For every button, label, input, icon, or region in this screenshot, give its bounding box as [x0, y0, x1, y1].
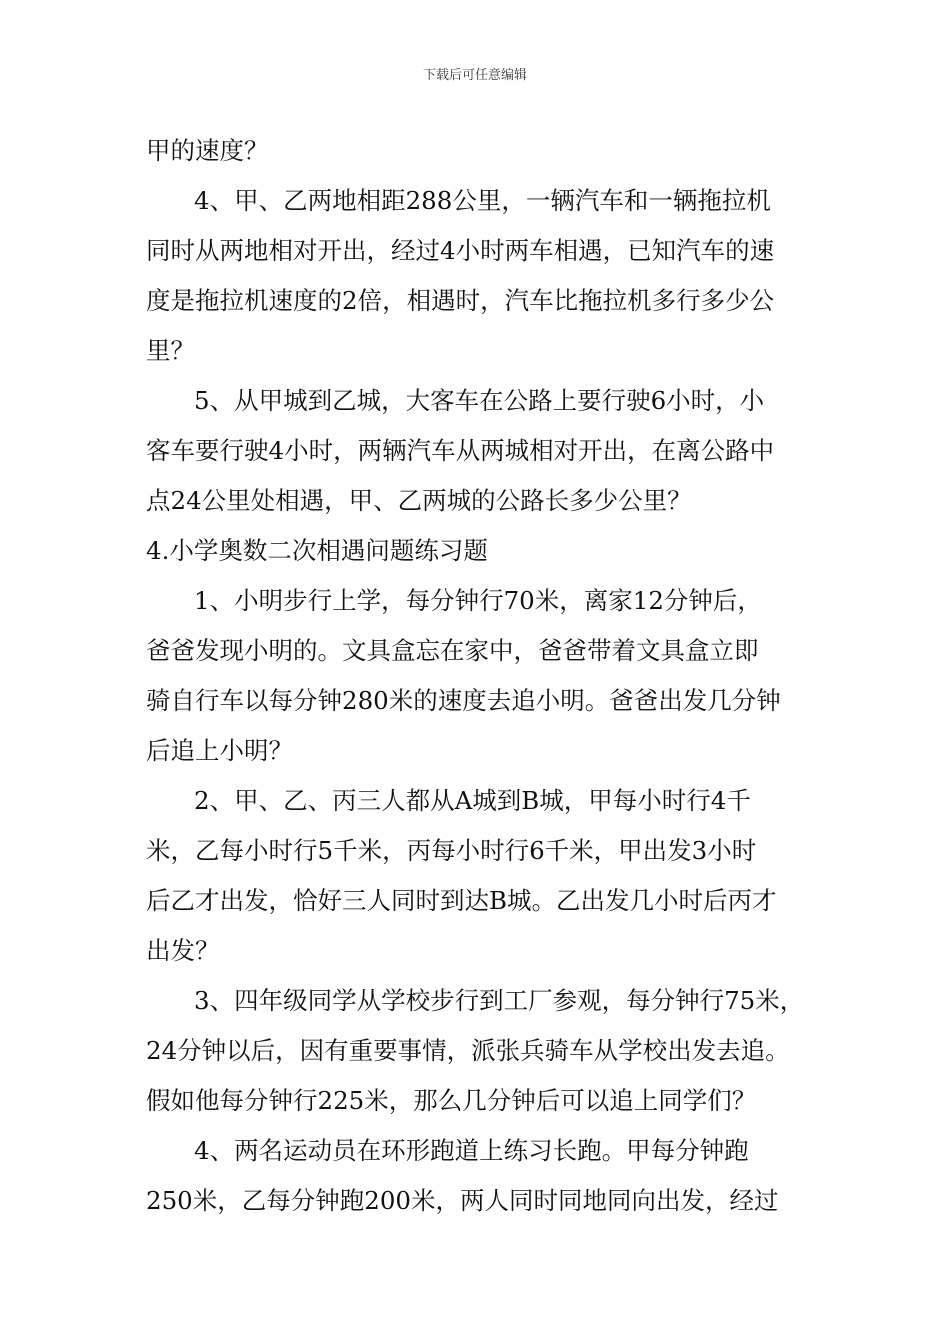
text-line: 骑自行车以每分钟280米的速度去追小明。爸爸出发几分钟	[146, 686, 781, 715]
text-line: 甲的速度？	[146, 136, 269, 165]
text-line: 250米，乙每分钟跑200米，两人同时同地同向出发，经过	[146, 1186, 779, 1215]
text-line: 后追上小明？	[146, 736, 293, 765]
text-line: 假如他每分钟行225米，那么几分钟后可以追上同学们？	[146, 1086, 757, 1115]
text-line: 度是拖拉机速度的2倍，相遇时，汽车比拖拉机多行多少公	[146, 286, 775, 315]
section-heading: 4.小学奥数二次相遇问题练习题	[146, 536, 488, 565]
document-body	[146, 126, 811, 1226]
text-line: 4、两名运动员在环形跑道上练习长跑。甲每分钟跑	[194, 1136, 749, 1165]
text-line: 24分钟以后，因有重要事情，派张兵骑车从学校出发去追。	[146, 1036, 790, 1065]
text-line: 点24公里处相遇，甲、乙两城的公路长多少公里？	[146, 486, 692, 515]
text-line: 1、小明步行上学，每分钟行70米，离家12分钟后，	[194, 586, 762, 615]
text-line: 同时从两地相对开出，经过4小时两车相遇，已知汽车的速	[146, 236, 775, 265]
page-header-note: 下载后可任意编辑	[422, 68, 527, 83]
text-line: 4、甲、乙两地相距288公里，一辆汽车和一辆拖拉机	[194, 186, 771, 215]
text-line: 2、甲、乙、丙三人都从A城到B城，甲每小时行4千	[194, 786, 751, 815]
text-line: 出发？	[146, 936, 220, 965]
text-line: 后乙才出发，恰好三人同时到达B城。乙出发几小时后丙才	[146, 886, 777, 915]
text-line: 米，乙每小时行5千米，丙每小时行6千米，甲出发3小时	[146, 836, 757, 865]
text-line: 客车要行驶4小时，两辆汽车从两城相对开出，在离公路中	[146, 436, 775, 465]
text-line: 5、从甲城到乙城，大客车在公路上要行驶6小时，小	[194, 386, 765, 415]
text-line: 3、四年级同学从学校步行到工厂参观，每分钟行75米，	[194, 986, 805, 1015]
text-line: 爸爸发现小明的。文具盒忘在家中，爸爸带着文具盒立即	[146, 636, 759, 665]
text-line: 里？	[146, 336, 195, 365]
